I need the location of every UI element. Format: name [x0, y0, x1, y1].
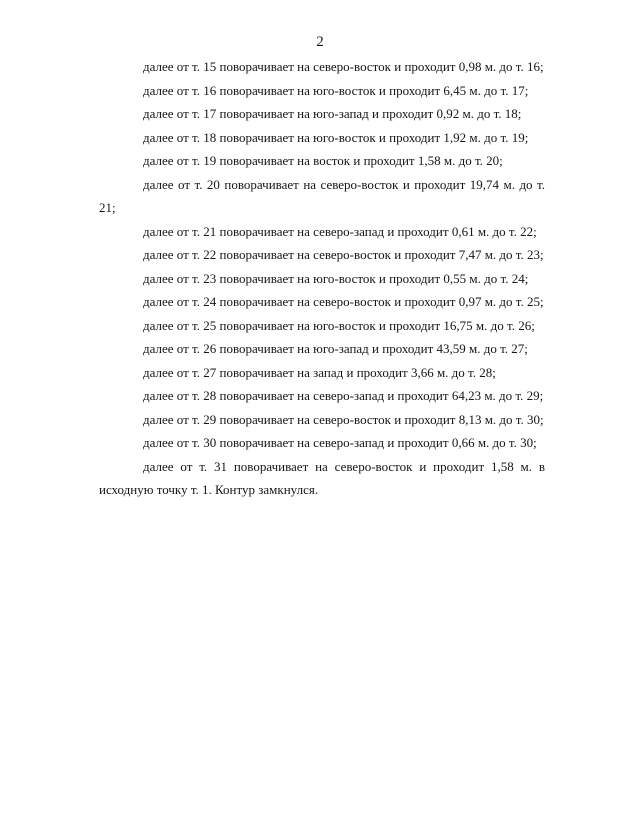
page-number: 2 [316, 34, 324, 50]
paragraph-8: далее от т. 22 поворачивает на северо-восток и проходит 7,47 м. до т. 23; [143, 247, 544, 262]
paragraph-11: далее от т. 25 поворачивает на юго-восток и проходит 16,75 м. до т. 26; [143, 317, 535, 333]
paragraph-1: далее от т. 15 поворачивает на северо-восток и проходит 0,98 м. до т. 16; [143, 59, 544, 74]
paragraph-7: далее от т. 21 поворачивает на северо-запад и проходит 0,61 м. до т. 22; [143, 223, 537, 239]
paragraph-5: далее от т. 19 поворачивает на восток и проходит 1,58 м. до т. 20; [143, 153, 503, 168]
paragraph-6: далее от т. 20 поворачивает на северо-восток и проходит 19,74 м. до т. 21; [99, 176, 545, 215]
document-body [99, 55, 545, 502]
paragraph-12: далее от т. 26 поворачивает на юго-запад и проходит 43,59 м. до т. 27; [143, 341, 528, 356]
paragraph-9: далее от т. 23 поворачивает на юго-восток и проходит 0,55 м. до т. 24; [143, 270, 529, 286]
paragraph-16: далее от т. 30 поворачивает на северо-запад и проходит 0,66 м. до т. 30; [143, 435, 537, 450]
paragraph-17: далее от т. 31 поворачивает на северо-восток и проходит 1,58 м. в исходную точку т. 1. Контур замкнулся. [99, 458, 545, 497]
paragraph-3: далее от т. 17 поворачивает на юго-запад и проходит 0,92 м. до т. 18; [143, 106, 522, 121]
paragraph-2: далее от т. 16 поворачивает на юго-восток и проходит 6,45 м. до т. 17; [143, 82, 529, 98]
paragraph-14: далее от т. 28 поворачивает на северо-запад и проходит 64,23 м. до т. 29; [143, 388, 544, 403]
paragraph-13: далее от т. 27 поворачивает на запад и проходит 3,66 м. до т. 28; [143, 364, 496, 380]
paragraph-10: далее от т. 24 поворачивает на северо-восток и проходит 0,97 м. до т. 25; [143, 294, 544, 309]
paragraph-4: далее от т. 18 поворачивает на юго-восток и проходит 1,92 м. до т. 19; [143, 129, 529, 145]
paragraph-15: далее от т. 29 поворачивает на северо-восток и проходит 8,13 м. до т. 30; [143, 411, 544, 427]
